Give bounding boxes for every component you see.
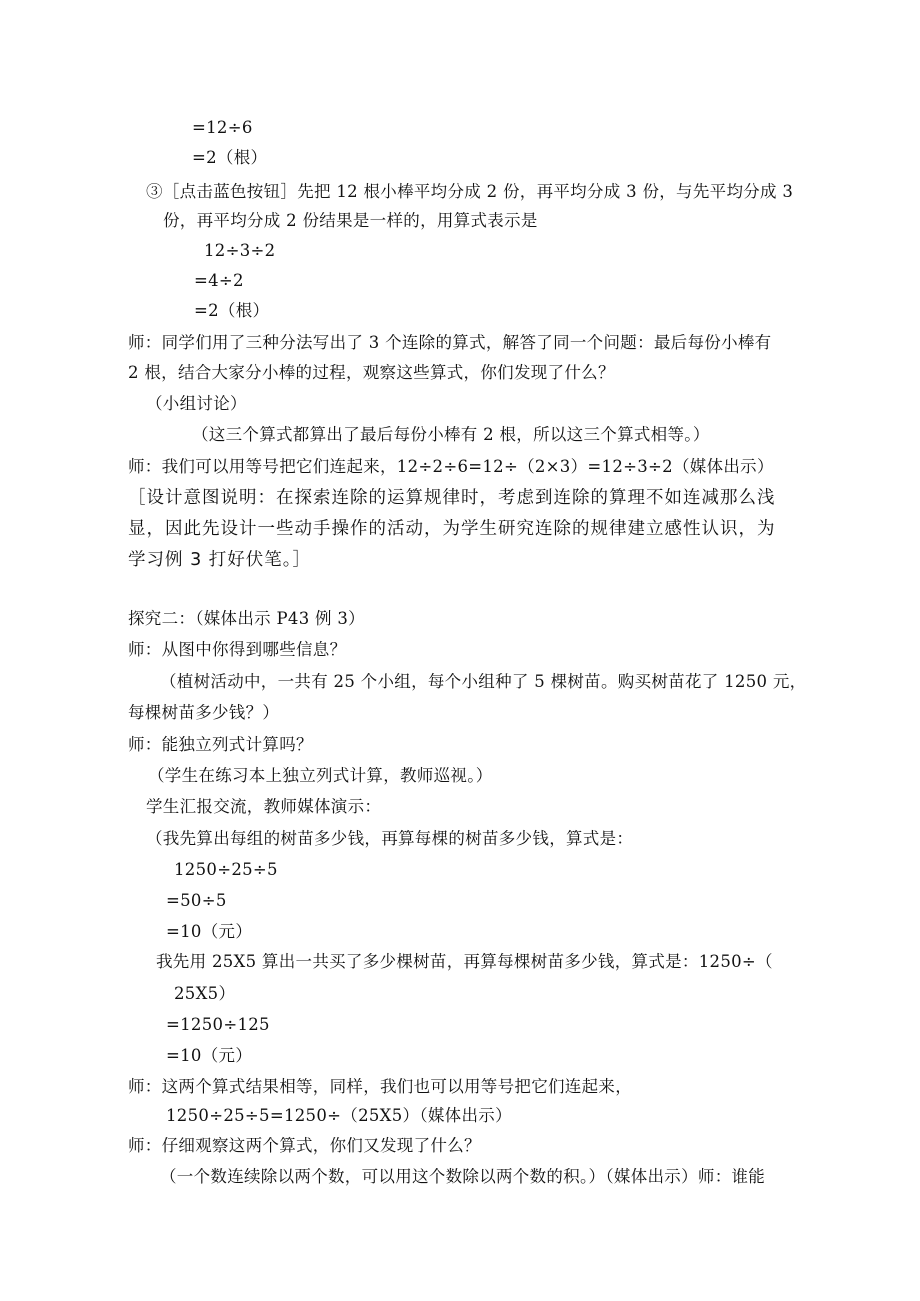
paragraph-line: 2 根，结合大家分小棒的过程，观察这些算式，你们发现了什么？ xyxy=(128,363,615,382)
teacher-line: 师：同学们用了三种分法写出了 3 个连除的算式，解答了同一个问题：最后每份小棒有 xyxy=(128,333,772,352)
paragraph-line: 每棵树苗多少钱？） xyxy=(128,703,280,722)
teacher-line: 师：从图中你得到哪些信息？ xyxy=(128,640,347,659)
teacher-line: 师：仔细观察这两个算式，你们又发现了什么？ xyxy=(128,1136,481,1155)
paragraph-line: 学生汇报交流，教师媒体演示： xyxy=(146,797,382,816)
equation-line: =10（元） xyxy=(166,1046,253,1065)
design-note-line: 显，因此先设计一些动手操作的活动，为学生研究连除的规律建立感性认识，为 xyxy=(128,519,776,539)
equation-line: 1250÷25÷5 xyxy=(174,860,278,879)
paragraph-line: 份，再平均分成 2 份结果是一样的，用算式表示是 xyxy=(163,211,538,230)
equation-line: =4÷2 xyxy=(194,271,244,290)
equation-line: =1250÷125 xyxy=(166,1015,270,1034)
equation-line: 25X5） xyxy=(174,984,236,1003)
paragraph-line: 我先用 25X5 算出一共买了多少棵树苗，再算每棵树苗多少钱，算式是：1250÷（ xyxy=(156,952,773,971)
equation-line: 1250÷25÷5=1250÷（25X5）（媒体出示） xyxy=(166,1106,512,1125)
equation-line: =50÷5 xyxy=(166,891,227,910)
equation-line: =2（根） xyxy=(194,301,270,320)
teacher-line: 师：这两个算式结果相等，同样，我们也可以用等号把它们连起来， xyxy=(128,1077,632,1096)
equation-line: =2（根） xyxy=(192,148,268,167)
teacher-line: 师：能独立列式计算吗？ xyxy=(128,735,313,754)
teacher-line: 师：我们可以用等号把它们连起来，12÷2÷6=12÷（2×3）=12÷3÷2（媒体出示） xyxy=(128,457,774,476)
paragraph-line: （这三个算式都算出了最后每份小棒有 2 根，所以这三个算式相等。） xyxy=(192,425,710,444)
paragraph-line: ③［点击蓝色按钮］先把 12 根小棒平均分成 2 份，再平均分成 3 份，与先平均分成 3 xyxy=(146,182,794,201)
paragraph-line: （学生在练习本上独立列式计算，教师巡视。） xyxy=(148,766,493,785)
equation-line: =12÷6 xyxy=(192,118,253,137)
paragraph-line: （我先算出每组的树苗多少钱，再算每棵的树苗多少钱，算式是： xyxy=(146,829,634,848)
design-note-line: 学习例 3 打好伏笔。］ xyxy=(128,550,312,570)
design-note-line: ［设计意图说明：在探索连除的运算规律时，考虑到连除的算理不如连减那么浅 xyxy=(128,488,776,508)
section-heading: 探究二：（媒体出示 P43 例 3） xyxy=(128,609,365,628)
equation-line: 12÷3÷2 xyxy=(204,241,276,260)
paragraph-line: （小组讨论） xyxy=(146,394,247,413)
paragraph-line: （一个数连续除以两个数，可以用这个数除以两个数的积。）（媒体出示）师：谁能 xyxy=(160,1167,766,1186)
equation-line: =10（元） xyxy=(166,922,253,941)
paragraph-line: （植树活动中，一共有 25 个小组，每个小组种了 5 棵树苗。购买树苗花了 1250 元， xyxy=(160,672,807,691)
